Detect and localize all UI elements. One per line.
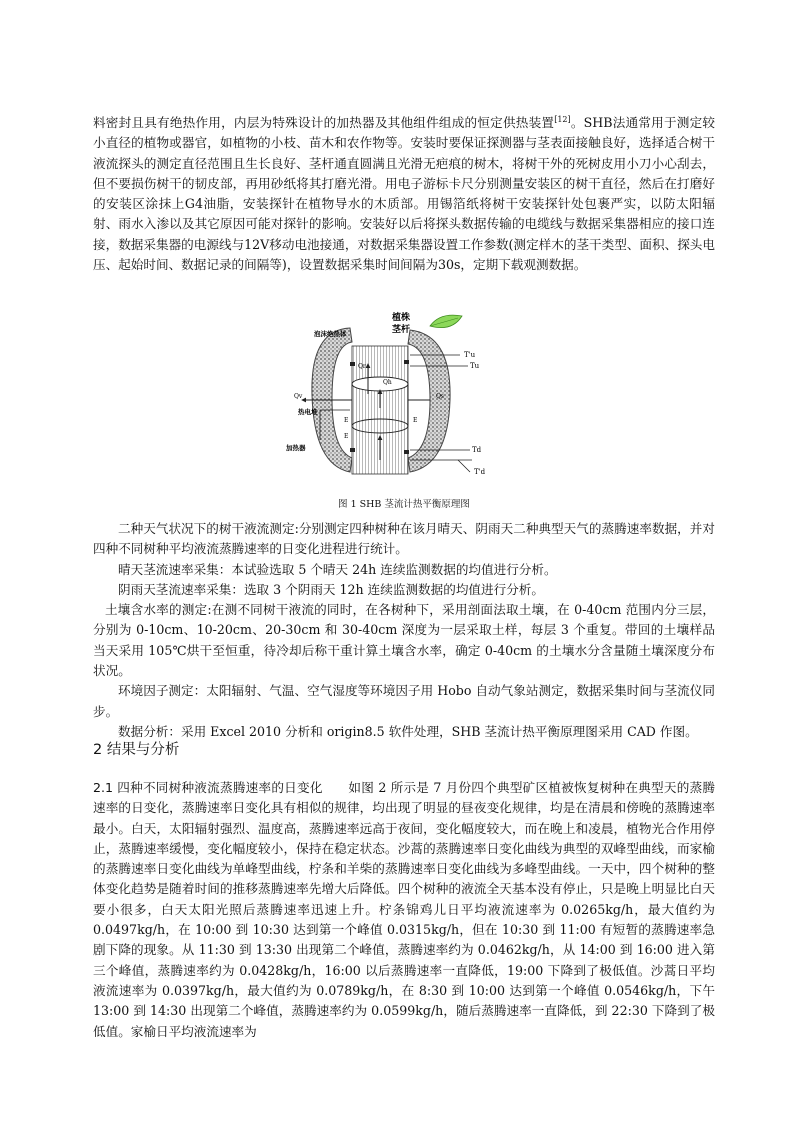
methods-paragraphs — [93, 519, 715, 742]
label-td: Td — [472, 446, 482, 454]
paragraph-results — [93, 778, 715, 1042]
label-qv: Qv — [294, 393, 303, 400]
paragraph-soil-moisture: 土壤含水率的测定:在测不同树干液流的同时，在各树种下，采用剖面法取土壤，在 0-40cm 范围内分三层，分别为 0-10cm、10-20cm、20-30cm 和 30-40cm 深度为一层采取土样，每层 3 个重复。带回的土壤样品当天采用 105℃烘干至恒重，待冷却后称干重计算土壤含水率，确定 0-40cm 的土壤水分含量随土壤深度分布状况。 — [93, 602, 715, 679]
label-heater: 加热器 — [286, 444, 306, 452]
paragraph-data-analysis: 数据分析：采用 Excel 2010 分析和 origin8.5 软件处理，SHB 茎流计热平衡原理图采用 CAD 作图。 — [118, 723, 698, 739]
figure-caption: 图 1 SHB 茎流计热平衡原理图 — [338, 499, 470, 510]
citation-ref[interactable]: [12] — [554, 114, 571, 124]
label-td-prime: T'd — [474, 468, 486, 476]
paragraph-text: 料密封且具有绝热作用，内层为特殊设计的加热器及其他组件组成的恒定供热装置 — [93, 115, 555, 130]
label-tu: Tu — [470, 362, 480, 370]
label-insulation: 泡沫绝热体 — [314, 330, 347, 338]
label-stem-line1: 植株 — [392, 313, 411, 323]
label-qh: Qh — [383, 379, 392, 386]
label-e-right: E — [413, 417, 418, 424]
insulation-right — [408, 330, 450, 472]
section-heading: 2 结果与分析 — [93, 742, 180, 758]
leaf-icon — [430, 315, 462, 328]
heater-top-ellipse — [352, 377, 408, 391]
paragraph-text-continued: 。SHB法通常用于测定较小直径的植物或器官，如植物的小枝、苗木和农作物等。安装时要保证探测器与茎表面接触良好，选择适合树干液流探头的测定直径范围且生长良好、茎杆通直圆满且光滑无疤痕的树木，将树干外的死树皮用小刀小心刮去，但不要损伤树干的韧皮部，再用砂纸将其打磨光滑。用电子游标卡尺分别测量安装区的树干直径，然后在打磨好的安装区涂抹上G4油脂，安装探针在植物导水的木质部。用锡箔纸将树干安装探针处包裹严实，以防太阳辐射、雨水入渗以及其它原因可能对探针的影响。安装好以后将探头数据传输的电缆线与数据采集器相应的接口连接，数据采集器的电源线与12V移动电池接通，对数据采集器设置工作参数(测定样木的茎干类型、面积、探头电压、起始时间、数据记录的间隔等)，设置数据采集时间间隔为30s，定期下载观测数据。 — [93, 115, 716, 273]
paragraph-sunny: 晴天茎流速率采集：本试验选取 5 个晴天 24h 连续监测数据的均值进行分析。 — [118, 561, 557, 577]
subsection-heading: 2.1 四种不同树种液流蒸腾速率的日变化 — [93, 780, 323, 795]
label-tu-prime: T'u — [464, 351, 476, 359]
paragraph-weather-measure: 二种天气状况下的树干液流测定:分别测定四种树种在该月晴天、阴雨天二种典型天气的蒸腾速率数据，并对四种不同树种平均液流蒸腾速率的日变化进程进行统计。 — [93, 521, 715, 557]
figure-shb-diagram — [280, 310, 530, 490]
label-e-top: E — [344, 417, 349, 424]
shb-diagram-svg — [280, 310, 530, 490]
paragraph-environment: 环境因子测定：太阳辐射、气温、空气湿度等环境因子用 Hobo 自动气象站测定，数据采集时间与茎流仪同步。 — [93, 683, 715, 719]
paragraph-method-install — [93, 113, 715, 275]
label-qr: Qr — [358, 363, 366, 370]
label-stem-line2: 茎杆 — [392, 325, 411, 335]
label-qs: Qs — [436, 393, 444, 400]
label-e-bottom: E — [344, 433, 349, 440]
paragraph-rainy: 阴雨天茎流速率采集：选取 3 个阴雨天 12h 连续监测数据的均值进行分析。 — [118, 581, 544, 597]
results-text: 如图 2 所示是 7 月份四个典型矿区植被恢复树种在典型天的蒸腾速率的日变化，蒸腾速率日变化具有相似的规律，均出现了明显的昼夜变化规律，均是在清晨和傍晚的蒸腾速率最小。白天，太阳辐射强烈、温度高，蒸腾速率远高于夜间，变化幅度较大，而在晚上和凌晨，植物光合作用停止，蒸腾速率缓慢，变化幅度较小，保持在稳定状态。沙蒿的蒸腾速率日变化曲线为典型的双峰型曲线，而家榆的蒸腾速率日变化曲线为单峰型曲线，柠条和羊柴的蒸腾速率日变化曲线为多峰型曲线。一天中，四个树种的整体变化趋势是随着时间的推移蒸腾速率先增大后降低。四个树种的液流全天基本没有停止，只是晚上明显比白天要小很多，白天太阳光照后蒸腾速率迅速上升。柠条锦鸡儿日平均液流速率为 0.0265kg/h，最大值约为 0.0497kg/h，在 10:00 到 10:30 达到第一个峰值 0.0315kg/h，但在 10:30 到 11:00 有短暂的蒸腾速率急剧下降的现象。从 11:30 到 13:30 出现第二个峰值，蒸腾速率约为 0.0462kg/h，从 14:00 到 16:00 进入第三个峰值，蒸腾速率约为 0.0428kg/h，16:00 以后蒸腾速率一直降低，19:00 下降到了极低值。沙蒿日平均液流速率为 0.0397kg/h，最大值约为 0.0789kg/h，在 8:30 到 10:00 达到第一个峰值 0.0546kg/h，下午 13:00 到 14:30 出现第二个峰值，蒸腾速率约为 0.0599kg/h，随后蒸腾速率一直降低，到 22:30 下降到了极低值。家榆日平均液流速率为 — [93, 780, 715, 1039]
label-heater-wire: 热电堆 — [298, 408, 318, 416]
